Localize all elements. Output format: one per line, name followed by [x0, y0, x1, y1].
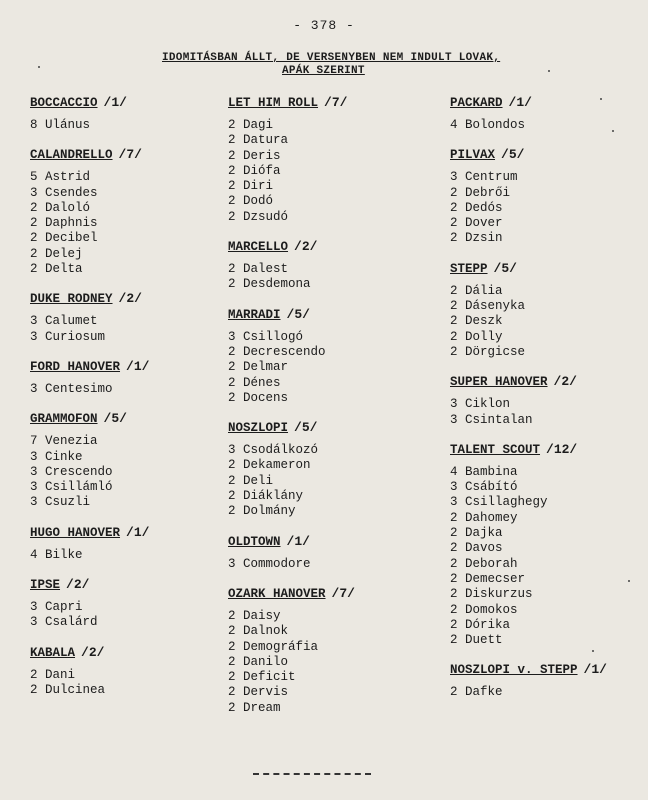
- sire-name: MARRADI: [228, 307, 281, 322]
- sire-heading: [30, 359, 220, 375]
- sire-heading: [450, 261, 640, 277]
- horse-entry: 2 Dórika: [450, 617, 511, 632]
- sire-name: TALENT SCOUT: [450, 442, 541, 457]
- sire-group: [30, 525, 220, 563]
- sire-heading: [228, 534, 438, 550]
- horse-entry: 7 Venezia: [30, 434, 98, 449]
- offspring-count: /5/: [286, 306, 310, 322]
- sire-name: OZARK HANOVER: [228, 586, 326, 601]
- sire-name: PACKARD: [450, 96, 503, 110]
- horse-entry: 2 Dalnok: [228, 624, 289, 639]
- horse-entry: 2 Deli: [228, 473, 274, 488]
- column-2: [228, 95, 438, 730]
- sire-name: GRAMMOFON: [30, 412, 98, 427]
- horse-entry: 3 Centesimo: [30, 381, 113, 396]
- sire-heading: [228, 420, 438, 436]
- horse-entry: 4 Bolondos: [450, 118, 526, 132]
- horse-entry: 2 Duett: [450, 633, 503, 648]
- sire-group: [30, 577, 220, 631]
- sire-name: PILVAX: [450, 148, 496, 163]
- title-line-2: APÁK SZERINT: [282, 65, 365, 77]
- horse-entry: 2 Decibel: [30, 231, 98, 246]
- horse-entry: 2 Delta: [30, 262, 83, 277]
- paper-speck: [548, 70, 550, 72]
- sire-heading: [450, 147, 640, 163]
- paper-speck: [38, 66, 40, 68]
- horse-entry: 2 Deris: [228, 148, 281, 163]
- horse-entry: 8 Ulánus: [30, 118, 91, 132]
- sire-heading: [30, 525, 220, 541]
- sire-heading: [228, 239, 438, 255]
- horse-list: [450, 170, 640, 246]
- sire-name: OLDTOWN: [228, 534, 281, 549]
- sire-group: [30, 95, 220, 133]
- horse-list: [30, 118, 220, 133]
- footer-rule: [253, 773, 371, 775]
- horse-entry: 2 Datura: [228, 133, 289, 148]
- horse-entry: 2 Dásenyka: [450, 299, 526, 314]
- horse-entry: 3 Ciklon: [450, 397, 511, 412]
- sire-heading: [228, 307, 438, 323]
- sire-group: [450, 442, 640, 649]
- horse-entry: 2 Desdemona: [228, 277, 311, 292]
- horse-list: [450, 284, 640, 360]
- offspring-count: /5/: [294, 420, 318, 436]
- sire-name: IPSE: [30, 578, 61, 593]
- sire-group: [450, 95, 640, 133]
- horse-entry: 2 Deficit: [228, 670, 296, 685]
- horse-entry: 2 Domokos: [450, 602, 518, 617]
- horse-entry: 2 Dénes: [228, 375, 281, 390]
- offspring-count: /2/: [553, 374, 577, 390]
- sire-heading: [228, 95, 438, 111]
- document-title: [162, 52, 562, 78]
- paper-speck: [612, 130, 614, 132]
- horse-entry: 2 Davos: [450, 541, 503, 556]
- horse-entry: 2 Dover: [450, 216, 503, 231]
- horse-list: [30, 548, 220, 563]
- horse-entry: 2 Diri: [228, 179, 274, 194]
- horse-entry: 2 Docens: [228, 390, 289, 405]
- horse-list: [30, 434, 220, 510]
- horse-entry: 2 Daloló: [30, 200, 91, 215]
- horse-entry: 2 Dodó: [228, 194, 274, 209]
- offspring-count: /7/: [118, 147, 142, 163]
- horse-entry: 3 Csendes: [30, 185, 98, 200]
- offspring-count: /2/: [118, 291, 142, 307]
- offspring-count: /2/: [294, 239, 318, 255]
- column-1: [30, 95, 220, 712]
- horse-entry: 2 Dahomey: [450, 510, 518, 525]
- offspring-count: /1/: [126, 358, 150, 374]
- horse-entry: 2 Demográfia: [228, 639, 319, 654]
- offspring-count: /2/: [66, 577, 90, 593]
- sire-group: [450, 147, 640, 246]
- horse-entry: 3 Capri: [30, 600, 83, 615]
- horse-entry: 2 Dolmány: [228, 504, 296, 519]
- sire-name: NOSZLOPI v. STEPP: [450, 663, 578, 678]
- page-number: - 378 -: [293, 18, 355, 33]
- horse-entry: 2 Dzsudó: [228, 209, 289, 224]
- horse-list: [30, 668, 220, 699]
- sire-name: HUGO HANOVER: [30, 525, 121, 540]
- horse-entry: 2 Dedós: [450, 200, 503, 215]
- sire-group: [228, 239, 438, 293]
- horse-entry: 2 Diskurzus: [450, 587, 533, 602]
- horse-list: [30, 600, 220, 631]
- horse-entry: 2 Daisy: [228, 608, 281, 623]
- horse-entry: 3 Commodore: [228, 556, 311, 571]
- title-line-1: IDOMITÁSBAN ÁLLT, DE VERSENYBEN NEM INDULT LOVAK,: [162, 52, 501, 64]
- horse-list: [30, 170, 220, 277]
- horse-entry: 2 Dafke: [450, 685, 503, 700]
- sire-heading: [30, 645, 220, 661]
- sire-heading: [228, 586, 438, 602]
- sire-group: [30, 147, 220, 277]
- offspring-count: /5/: [501, 147, 525, 163]
- sire-heading: [30, 577, 220, 593]
- horse-entry: 4 Bambina: [450, 464, 518, 479]
- horse-list: [450, 397, 640, 428]
- horse-entry: 2 Dolly: [450, 329, 503, 344]
- horse-entry: 2 Danilo: [228, 654, 289, 669]
- horse-entry: 3 Cinke: [30, 449, 83, 464]
- sire-group: [450, 662, 640, 700]
- horse-entry: 3 Csillogó: [228, 329, 304, 344]
- paper-speck: [592, 650, 594, 652]
- horse-entry: 2 Dörgicse: [450, 344, 526, 359]
- horse-entry: 5 Astrid: [30, 170, 91, 185]
- sire-group: [30, 411, 220, 510]
- sire-group: [450, 261, 640, 360]
- sire-group: [228, 307, 438, 406]
- offspring-count: /1/: [103, 95, 127, 110]
- horse-entry: 2 Dervis: [228, 685, 289, 700]
- horse-entry: 2 Dagi: [228, 118, 274, 132]
- horse-entry: 3 Csodálkozó: [228, 443, 319, 458]
- sire-group: [450, 374, 640, 428]
- sire-name: LET HIM ROLL: [228, 96, 319, 110]
- horse-entry: 3 Csillámló: [30, 480, 113, 495]
- horse-entry: 2 Dália: [450, 283, 503, 298]
- sire-name: STEPP: [450, 261, 488, 276]
- offspring-count: /1/: [583, 662, 607, 678]
- horse-entry: 3 Centrum: [450, 170, 518, 185]
- offspring-count: /1/: [126, 524, 150, 540]
- horse-entry: 3 Csábító: [450, 480, 518, 495]
- sire-heading: [30, 291, 220, 307]
- horse-list: [228, 262, 438, 293]
- horse-list: [228, 330, 438, 406]
- sire-name: MARCELLO: [228, 240, 289, 255]
- horse-list: [450, 465, 640, 649]
- offspring-count: /1/: [286, 533, 310, 549]
- sire-name: NOSZLOPI: [228, 421, 289, 436]
- horse-entry: 3 Csintalan: [450, 412, 533, 427]
- sire-name: FORD HANOVER: [30, 359, 121, 374]
- horse-entry: 3 Curiosum: [30, 329, 106, 344]
- horse-entry: 2 Deszk: [450, 314, 503, 329]
- sire-heading: [450, 374, 640, 390]
- offspring-count: /7/: [324, 95, 348, 110]
- horse-list: [228, 118, 438, 225]
- horse-list: [228, 443, 438, 519]
- horse-entry: 2 Delmar: [228, 360, 289, 375]
- offspring-count: /1/: [508, 95, 532, 110]
- column-3: [450, 95, 640, 715]
- horse-entry: 4 Bilke: [30, 547, 83, 562]
- paper-speck: [600, 98, 602, 100]
- sire-name: DUKE RODNEY: [30, 292, 113, 307]
- sire-heading: [450, 442, 640, 458]
- horse-list: [30, 314, 220, 345]
- sire-group: [228, 420, 438, 519]
- horse-entry: 2 Dekameron: [228, 458, 311, 473]
- sire-group: [228, 95, 438, 225]
- offspring-count: /2/: [81, 644, 105, 660]
- horse-entry: 3 Csuzli: [30, 495, 91, 510]
- offspring-count: /12/: [546, 441, 578, 457]
- horse-entry: 2 Daphnis: [30, 216, 98, 231]
- horse-list: [228, 609, 438, 716]
- offspring-count: /7/: [331, 585, 355, 601]
- sire-heading: [30, 95, 220, 111]
- horse-entry: 2 Dream: [228, 700, 281, 715]
- horse-entry: 2 Decrescendo: [228, 344, 326, 359]
- horse-entry: 2 Dalest: [228, 262, 289, 277]
- sire-heading: [450, 95, 640, 111]
- horse-entry: 3 Csillaghegy: [450, 495, 548, 510]
- sire-group: [30, 291, 220, 345]
- horse-entry: 2 Dzsin: [450, 231, 503, 246]
- sire-name: SUPER HANOVER: [450, 375, 548, 390]
- sire-group: [30, 359, 220, 397]
- horse-entry: 2 Deborah: [450, 556, 518, 571]
- horse-entry: 2 Dulcinea: [30, 682, 106, 697]
- sire-name: BOCCACCIO: [30, 96, 98, 110]
- horse-entry: 2 Diáklány: [228, 489, 304, 504]
- paper-speck: [628, 580, 630, 582]
- horse-entry: 3 Crescendo: [30, 464, 113, 479]
- sire-heading: [30, 147, 220, 163]
- sire-name: KABALA: [30, 645, 76, 660]
- horse-entry: 2 Debrői: [450, 185, 511, 200]
- horse-entry: 2 Delej: [30, 246, 83, 261]
- horse-entry: 2 Dani: [30, 667, 76, 682]
- offspring-count: /5/: [493, 260, 517, 276]
- horse-entry: 2 Dajka: [450, 526, 503, 541]
- sire-heading: [450, 662, 640, 678]
- sire-name: CALANDRELLO: [30, 148, 113, 163]
- sire-group: [30, 645, 220, 699]
- horse-entry: 3 Calumet: [30, 314, 98, 329]
- horse-entry: 3 Csalárd: [30, 615, 98, 630]
- sire-heading: [30, 411, 220, 427]
- horse-list: [30, 382, 220, 397]
- sire-group: [228, 534, 438, 572]
- sire-group: [228, 586, 438, 716]
- horse-list: [228, 557, 438, 572]
- offspring-count: /5/: [103, 411, 127, 427]
- horse-list: [450, 685, 640, 700]
- horse-entry: 2 Demecser: [450, 571, 526, 586]
- horse-entry: 2 Diófa: [228, 163, 281, 178]
